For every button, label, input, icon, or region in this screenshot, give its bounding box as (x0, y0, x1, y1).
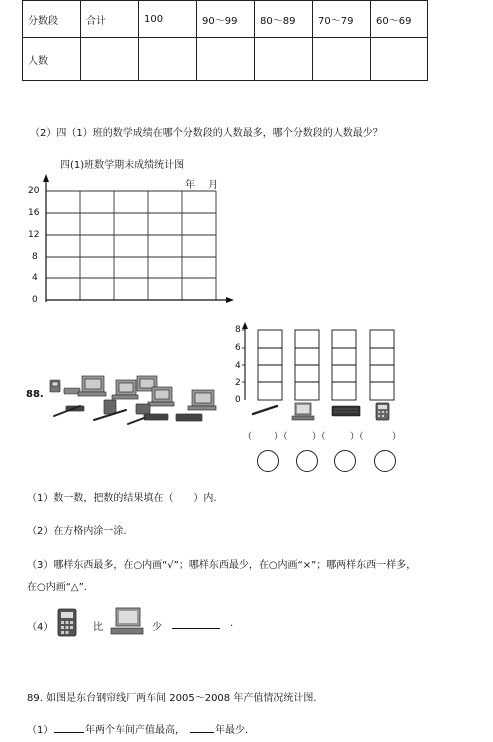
p89-question-1-end: 年最少. (215, 725, 249, 736)
calculator-icon (373, 402, 393, 422)
score-table (22, 0, 428, 81)
y-tick-label: 4 (32, 273, 38, 283)
y-tick-label: 4 (235, 361, 241, 371)
table-row (23, 38, 428, 81)
y-tick-label: 0 (32, 295, 38, 305)
table-cell (197, 38, 255, 81)
calculator-icon (55, 608, 79, 638)
count-blank[interactable]: ）（ (274, 432, 288, 442)
y-tick-label: 16 (28, 208, 40, 218)
p89-question-1-text: 年两个车间产值最高， (85, 725, 185, 736)
p88-question-4-bi: 比 (93, 622, 103, 633)
p88-question-4-label: （4） (27, 622, 54, 633)
y-tick-label: 8 (32, 252, 38, 262)
problem-89-text: 89. 如图是东台钢帘线厂两车间 2005～2008 年产值情况统计图. (27, 693, 317, 704)
answer-circle[interactable] (374, 450, 396, 472)
p88-question-3a: （3）哪样东西最多，在○内画“√”；哪样东西最少，在○内画“×”；哪两样东西一样多， (27, 560, 417, 571)
p88-question-4-end: . (230, 618, 234, 629)
table-cell (313, 38, 371, 81)
computer-icon (290, 402, 316, 424)
problem-number-88: 88. (26, 389, 44, 400)
chart-date-label: 年 月 (185, 180, 219, 191)
table-cell (139, 38, 197, 81)
table-cell (371, 38, 428, 81)
question-2: （2）四（1）班的数学成绩在哪个分数段的人数最多，哪个分数段的人数最少？ (30, 128, 383, 139)
table-cell (81, 38, 139, 81)
p89-question-1-label: （1） (27, 725, 54, 736)
table-row (23, 1, 428, 38)
answer-blank[interactable] (54, 720, 84, 733)
y-tick-label: 0 (235, 395, 241, 405)
chart-title: 四(1)班数学期末成绩统计图 (60, 160, 185, 171)
pencil-icon (250, 403, 280, 417)
p88-question-2: （2）在方格内涂一涂. (27, 526, 127, 537)
y-tick-label: 6 (235, 343, 241, 353)
table-cell: 60～69 (371, 1, 428, 38)
answer-blank[interactable] (172, 616, 220, 629)
table-cell: 80～89 (255, 1, 313, 38)
table-cell: 人数 (23, 38, 81, 81)
count-blank[interactable]: ）（ (312, 432, 326, 442)
answer-circle[interactable] (257, 450, 279, 472)
p88-question-4-shao: 少 (152, 622, 162, 633)
pictograph-grid (240, 322, 410, 402)
answer-circle[interactable] (296, 450, 318, 472)
p88-question-3b: 在○内画“△”. (27, 582, 87, 593)
answer-circle[interactable] (334, 450, 356, 472)
table-cell (255, 38, 313, 81)
table-cell: 70～79 (313, 1, 371, 38)
table-cell: 100 (139, 1, 197, 38)
computer-icon (108, 606, 146, 638)
table-cell: 分数段 (23, 1, 81, 38)
p88-question-1: （1）数一数，把数的结果填在（ ）内. (27, 493, 217, 504)
score-chart-grid (40, 170, 240, 310)
table-cell: 合计 (81, 1, 139, 38)
table-cell: 90～99 (197, 1, 255, 38)
keyboard-icon (330, 404, 362, 418)
y-tick-label: 8 (235, 325, 241, 335)
count-blank[interactable]: （ (243, 432, 253, 442)
y-tick-label: 20 (28, 186, 40, 196)
count-blank[interactable]: ）（ (350, 432, 364, 442)
y-tick-label: 2 (235, 378, 241, 388)
y-tick-label: 12 (28, 230, 40, 240)
answer-blank[interactable] (190, 720, 214, 733)
count-blank[interactable]: ） (392, 432, 402, 442)
objects-illustration (44, 370, 229, 432)
